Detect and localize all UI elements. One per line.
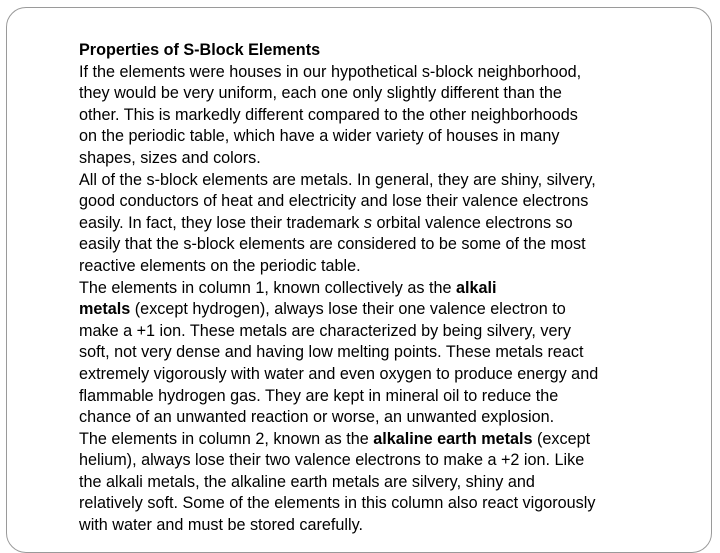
paragraph-3-line bbox=[79, 278, 669, 300]
paragraph-2-line bbox=[79, 213, 669, 235]
text-run: The elements in column 2, known as the bbox=[79, 429, 374, 448]
paragraph-2-line: easily that the s-block elements are considered to be some of the most bbox=[79, 235, 586, 254]
paragraph-3-line: make a +1 ion. These metals are characterized by being silvery, very bbox=[79, 321, 572, 340]
paragraph-4-line bbox=[79, 429, 669, 451]
italic-s-term: s bbox=[363, 213, 372, 232]
paragraph-4-line: the alkali metals, the alkaline earth metals are silvery, shiny and bbox=[79, 472, 535, 491]
paragraph-1-line: If the elements were houses in our hypothetical s-block neighborhood, bbox=[79, 62, 582, 81]
text-run: orbital valence electrons so bbox=[372, 213, 573, 232]
text-run: The elements in column 1, known collectively as the bbox=[79, 278, 456, 297]
paragraph-3-line: chance of an unwanted reaction or worse, an unwanted explosion. bbox=[79, 408, 555, 427]
paragraph-2-line: reactive elements on the periodic table. bbox=[79, 256, 361, 275]
paragraph-4-line: relatively soft. Some of the elements in this column also react vigorously bbox=[79, 494, 596, 513]
paragraph-3-line bbox=[79, 299, 669, 321]
alkali-term: alkali bbox=[456, 278, 497, 297]
paragraph-3-line: soft, not very dense and having low melting points. These metals react bbox=[79, 343, 584, 362]
paragraph-3-line: extremely vigorously with water and even oxygen to produce energy and bbox=[79, 364, 599, 383]
paragraph-1-line: on the periodic table, which have a wider variety of houses in many bbox=[79, 127, 560, 146]
paragraph-2-line: good conductors of heat and electricity and lose their valence electrons bbox=[79, 192, 589, 211]
alkaline-earth-metals-term: alkaline earth metals bbox=[373, 429, 533, 448]
paragraph-2-line: All of the s-block elements are metals. In general, they are shiny, silvery, bbox=[79, 170, 596, 189]
text-run: (except bbox=[532, 429, 591, 448]
text-body bbox=[79, 40, 669, 537]
paragraph-4-line: helium), always lose their two valence electrons to make a +2 ion. Like bbox=[79, 451, 585, 470]
document-title: Properties of S-Block Elements bbox=[79, 41, 321, 59]
paragraph-3-line: flammable hydrogen gas. They are kept in mineral oil to reduce the bbox=[79, 386, 559, 405]
paragraph-1-line: shapes, sizes and colors. bbox=[79, 148, 261, 167]
text-run: (except hydrogen), always lose their one valence electron to bbox=[130, 300, 566, 319]
paragraph-1-line: other. This is markedly different compared to the other neighborhoods bbox=[79, 105, 578, 124]
metals-term: metals bbox=[79, 300, 131, 319]
paragraph-4-line: with water and must be stored carefully. bbox=[79, 516, 364, 535]
text-run: easily. In fact, they lose their trademark bbox=[79, 213, 364, 232]
paragraph-1-line: they would be very uniform, each one only slightly different than the bbox=[79, 84, 562, 103]
